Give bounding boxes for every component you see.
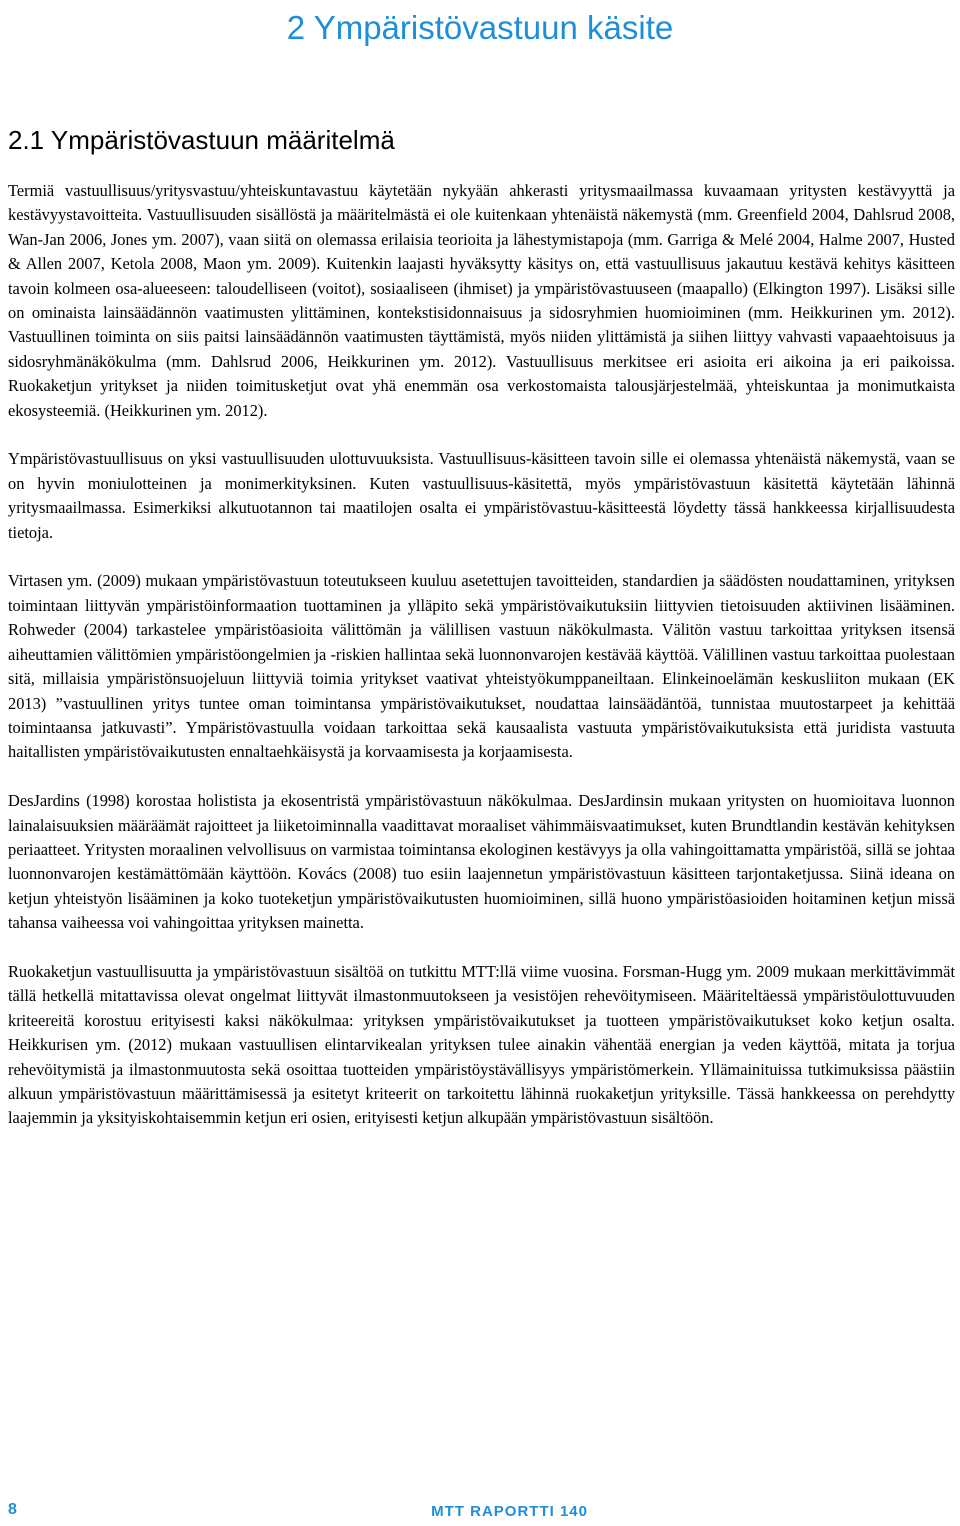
section-title: 2.1 Ympäristövastuun määritelmä xyxy=(8,125,395,155)
body-text xyxy=(8,179,955,1155)
paragraph: DesJardins (1998) korostaa holistista ja ekosentristä ympäristövastuun näkökulmaa. DesJardinsin mukaan yritysten on huomioitava luonnon lainalaisuuksien määräämät rajoitteet ja liiketoiminnalla vaadittavat moraaliset vähimmäisvaatimukset, kuten Brundtlandin kestävän kehityksen periaatteet. Yritysten moraalinen velvollisuus on varmistaa toimintansa ekologinen kestävyys ja olla vahingoittamatta ympäristöä, sillä se johtaa luonnonvarojen kestämättömään käyttöön. Kovács (2008) tuo esiin laajennetun ympäristövastuun käsitteen tarjontaketjussa. Siinä ideana on ketjun yhteistyön lisääminen ja koko tuoteketjun ympäristövaikutusten huomioiminen, sillä huono ympäristöasioiden hoitaminen ketjun missä tahansa vaiheessa voi vahingoittaa yrityksen mainetta. xyxy=(8,791,955,933)
paragraph: Ruokaketjun vastuullisuutta ja ympäristövastuun sisältöä on tutkittu MTT:llä viime vuosina. Forsman-Hugg ym. 2009 mukaan merkittävimmät tällä hetkellä mitattavissa olevat ongelmat liittyvät ilmastonmuutokseen ja vesistöjen rehevöitymiseen. Määriteltäessä ympäristöulottuvuuden kriteereitä korostuu erityisesti kaksi näkökulmaa: yrityksen ympäristövaikutukset ja tuotteen ympäristövaikutukset koko ketjun osalta. Heikkurisen ym. (2012) mukaan vastuullisen elintarvikealan yrityksen tulee ainakin vähentää energian ja veden käyttöä, mitata ja torjua rehevöitymistä ja ilmastonmuutosta sekä osoittaa tuotteiden ympäristöystävällisyys ympäristömerkein. Yllämainituissa tutkimuksissa päästiin alkuun ympäristövastuun määrittämisessä ja esitetyt kriteerit on tarkoitettu lähinnä ruokaketjun yrityksille. Tässä hankkeessa on perehdytty laajemmin ja yksityiskohtaisemmin ketjun eri osien, erityisesti ketjun alkupään ympäristövastuun sisältöön. xyxy=(8,961,955,1128)
report-name: MTT RAPORTTI 140 xyxy=(431,1503,588,1520)
paragraph: Virtasen ym. (2009) mukaan ympäristövastuun toteutukseen kuuluu asetettujen tavoitteiden, standardien ja säädösten noudattaminen, yrityksen toimintaan liittyvän ympäristöinformaation tuottaminen ja ylläpito sekä ympäristövaikutuksiin liittyvien tietoisuuden aktiivinen lisääminen. Rohweder (2004) tarkastelee ympäristöasioita välittömän ja välillisen vastuun näkökulmasta. Välitön vastuu tarkoittaa yrityksen itsensä aiheuttamien välittömien ympäristöongelmien ja -riskien hallintaa sekä luonnonvarojen kestävää käyttöä. Välillinen vastuu tarkoittaa puolestaan sitä, millaisia ympäristönsuojeluun liittyviä toimia yritykset vaativat yhteistyökumppaneiltaan. Elinkeinoelämän keskusliiton mukaan (EK 2013) ”vastuullinen yritys tuntee oman toimintansa ympäristövaikutukset, noudattaa lainsäädäntöä, tunnistaa muutostarpeet ja kehittää toimintaansa jatkuvasti”. Ympäristövastuulla voidaan tarkoittaa sekä kausaalista vastuuta ympäristövaikutuksista että juridista vastuuta haitallisten ympäristövaikutusten ennaltaehkäisystä ja korvaamisesta ja korjaamisesta. xyxy=(8,571,955,762)
paragraph: Ympäristövastuullisuus on yksi vastuullisuuden ulottuvuuksista. Vastuullisuus-käsitteen tavoin sille ei olemassa yhtenäistä näkemystä, vaan se on hyvin moniulotteinen ja monimerkityksinen. Kuten vastuullisuus-käsitettä, myös ympäristövastuun käsitettä käytetään lähinnä yritysmaailmassa. Esimerkiksi alkutuotannon tai maatilojen osalta ei ympäristövastuu-käsitteestä löydetty tässä hankkeessa kirjallisuudesta tietoja. xyxy=(8,449,955,542)
chapter-title: 2 Ympäristövastuun käsite xyxy=(286,9,674,46)
page-number: 8 xyxy=(8,1501,17,1518)
paragraph: Termiä vastuullisuus/yritysvastuu/yhteiskuntavastuu käytetään nykyään ahkerasti yritysmaailmassa kuvaamaan yritysten kestävyyttä ja kestävyystavoitteita. Vastuullisuuden sisällöstä ja määritelmästä ei ole kuitenkaan yhtenäistä näkemystä (mm. Greenfield 2004, Dahlsrud 2008, Wan-Jan 2006, Jones ym. 2007), vaan siitä on olemassa erilaisia teorioita ja lähestymistapoja (mm. Garriga & Melé 2004, Halme 2007, Husted & Allen 2007, Ketola 2008, Maon ym. 2009). Kuitenkin laajasti hyväksytty käsitys on, että vastuullisuus jakautuu kestävä kehitys käsitteen tavoin kolmeen osa-alueeseen: taloudelliseen (voitot), sosiaaliseen (ihmiset) ja ympäristövastuuseen (maapallo) (Elkington 1997). Lisäksi sille on ominaista lainsäädännön vaatimusten ylittäminen, kontekstisidonnaisuus ja sidosryhmien huomioiminen (mm. Heikkurinen ym. 2012). Vastuullinen toiminta on siis paitsi lainsäädännön vaatimusten täyttämistä, myös niiden ylittämistä ja siihen liittyy vahvasti vapaaehtoisuus ja sidosryhmänäkökulma (mm. Dahlsrud 2006, Heikkurinen ym. 2012). Vastuullisuus merkitsee eri asioita eri aikoina ja eri paikoissa. Ruokaketjun yritykset ja niiden toimitusketjut ovat yhä enemmän osa verkostomaista talousjärjestelmää, yhteiskuntaa ja monimutkaista ekosysteemiä. (Heikkurinen ym. 2012). xyxy=(8,181,955,420)
